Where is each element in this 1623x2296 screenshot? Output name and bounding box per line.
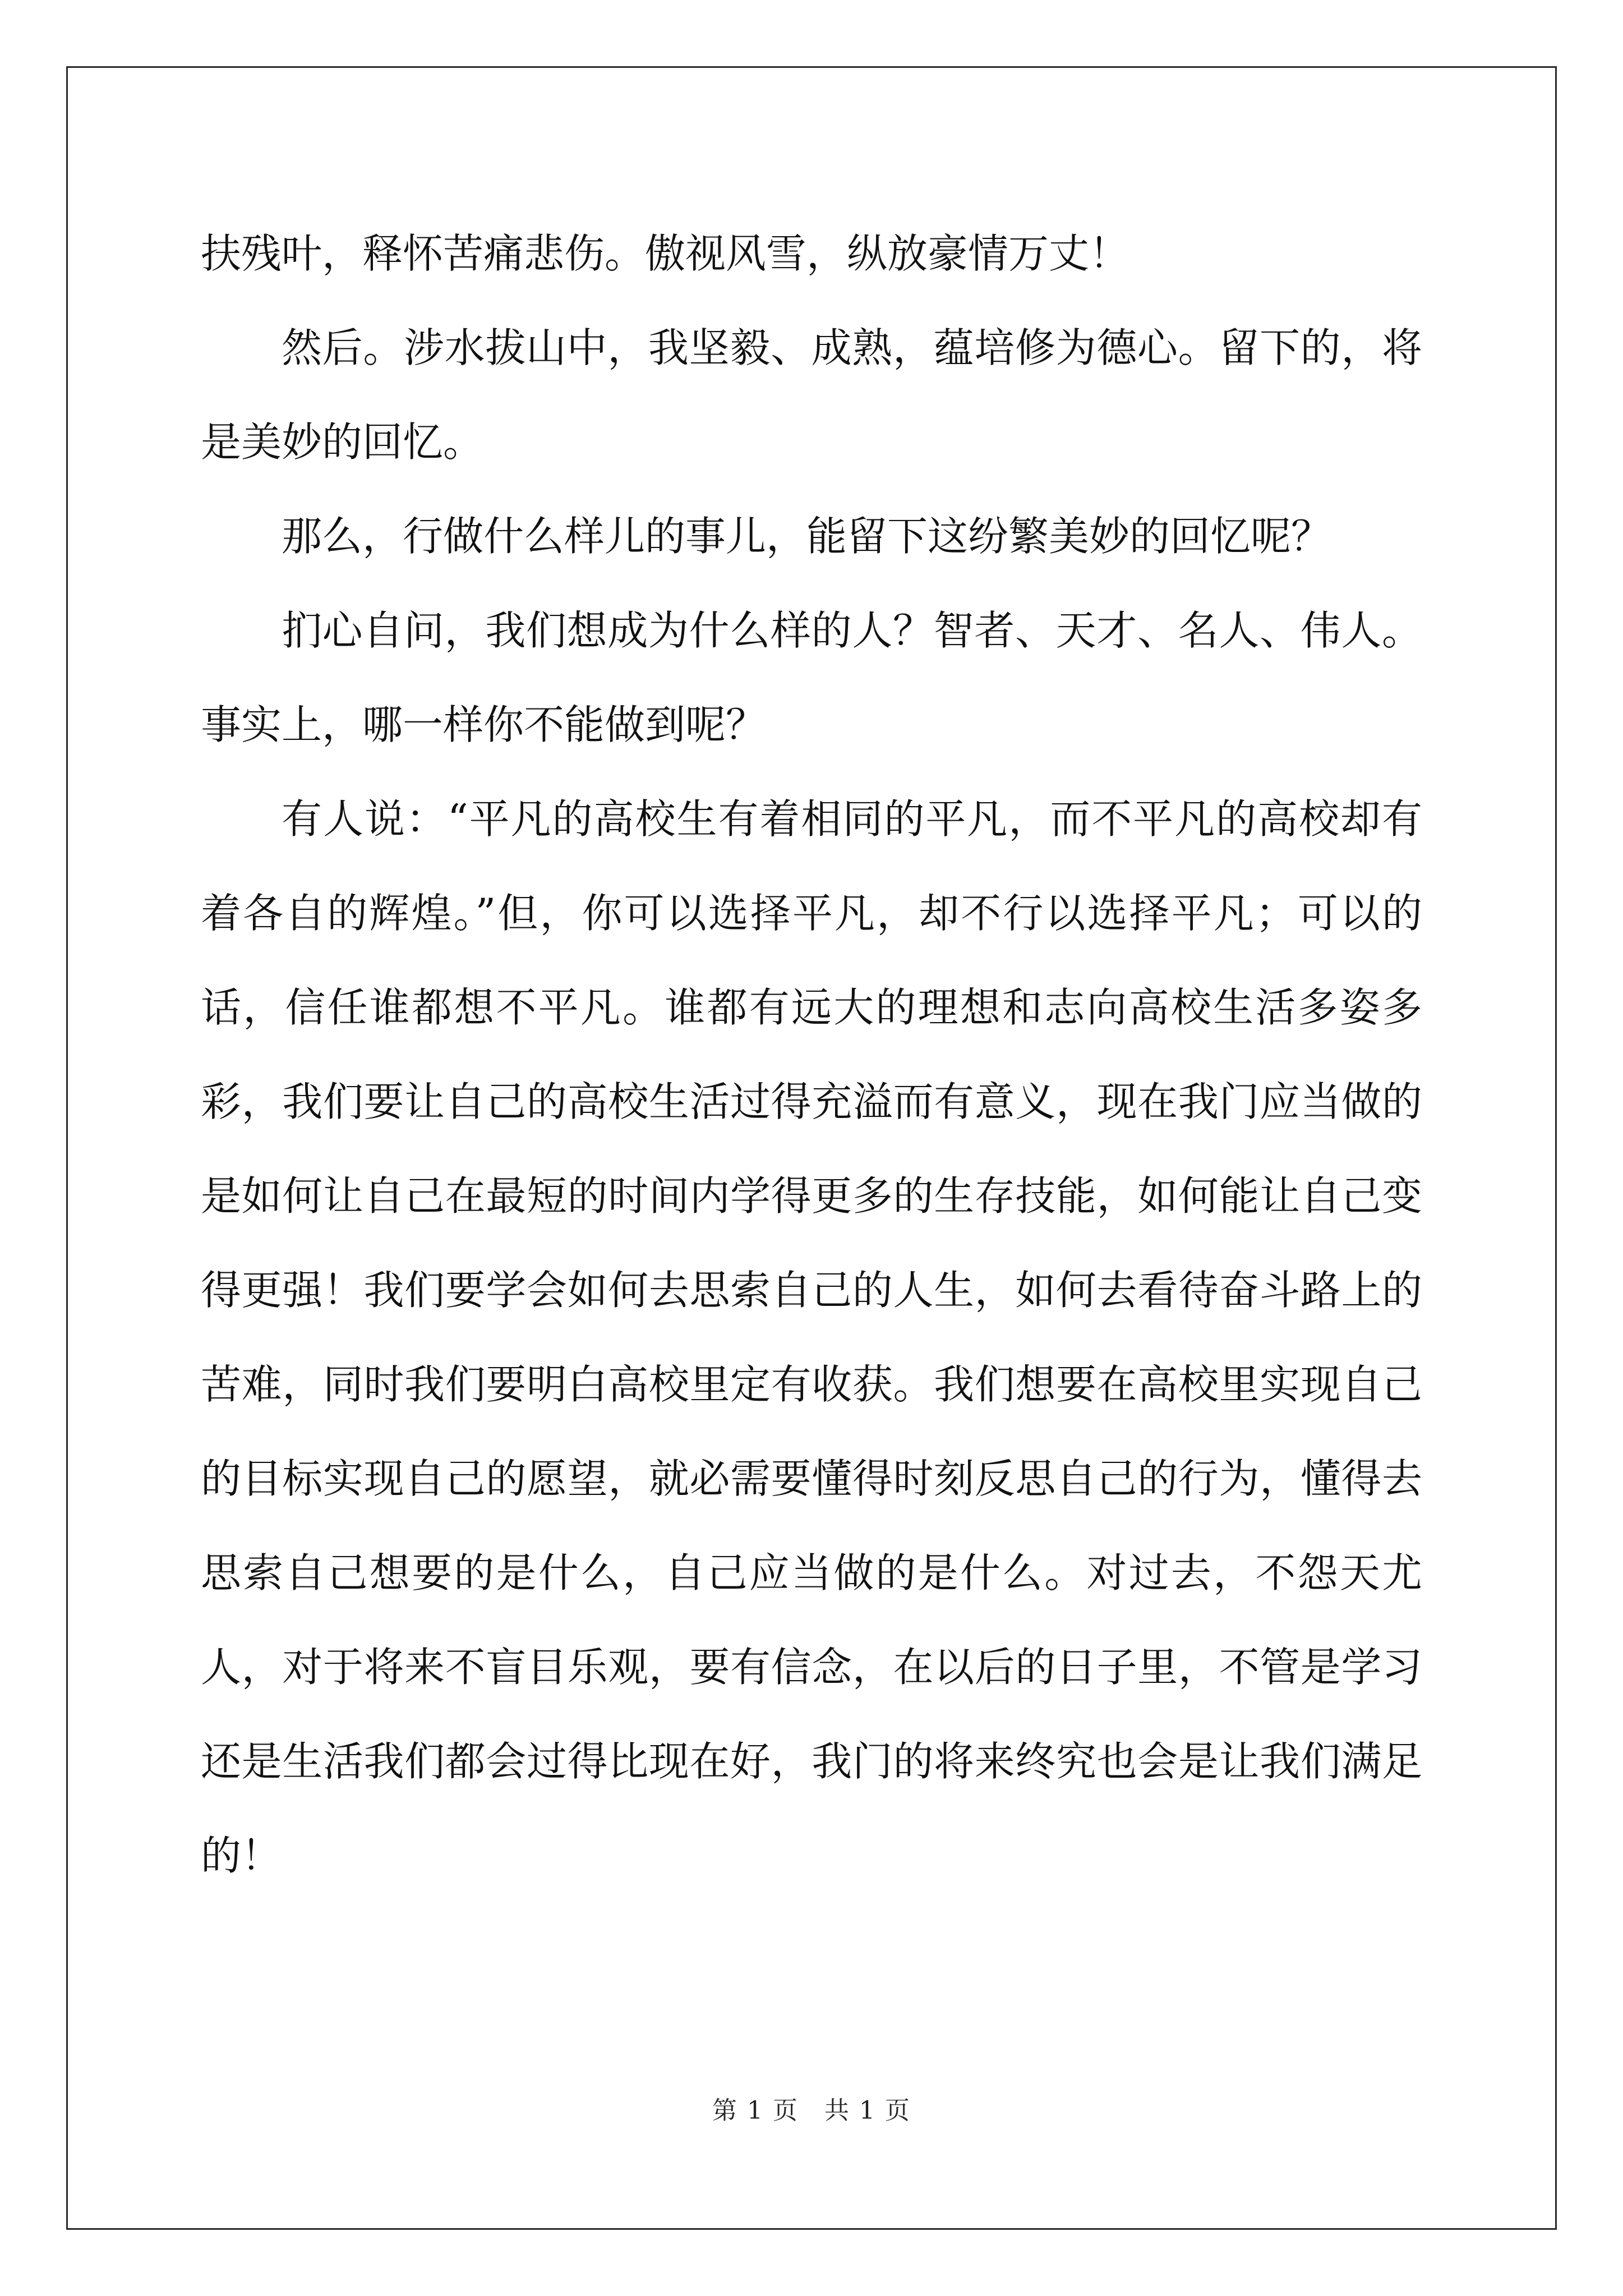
paragraph-3: 那么，行做什么样儿的事儿，能留下这纷繁美妙的回忆呢？ (282, 513, 1332, 560)
paragraph-5: 有人说：“平凡的高校生有着相同的平凡，而不平凡的高校却有着各自的辉煌。”但，你可以选择平凡，却不行以选择平凡；可以的话，信任谁都想不平凡。谁都有远大的理想和志向高校生活多姿多彩，我们要让自己的高校生活过得充溢而有意义，现在我门应当做的是如何让自己在最短的时间内学得更多的生存技能，如何能让自己变得更强！我们要学会如何去思索自己的人生，如何去看待奋斗路上的苦难，同时我们要明白高校里定有收获。我们想要在高校里实现自己的目标实现自己的愿望，就必需要懂得时刻反思自己的行为，懂得去思索自己想要的是什么，自己应当做的是什么。对过去，不怨天尤人，对于将来不盲目乐观，要有信念，在以后的日子里，不管是学习还是生活我们都会过得比现在好，我门的将来终究也会是让我们满足的！ (201, 795, 1422, 1879)
paragraph-1: 扶残叶，释怀苦痛悲伤。傲视风雪，纵放豪情万丈！ (201, 230, 1130, 277)
document-body (201, 206, 1422, 1903)
paragraph-2: 然后。涉水拔山中，我坚毅、成熟，蕴培修为德心。留下的，将是美妙的回忆。 (201, 324, 1422, 466)
paragraph-4: 扪心自问，我们想成为什么样的人？智者、天才、名人、伟人。事实上，哪一样你不能做到呢？ (201, 607, 1422, 748)
page-number-footer: 第 1 页 共 1 页 (712, 2096, 911, 2125)
